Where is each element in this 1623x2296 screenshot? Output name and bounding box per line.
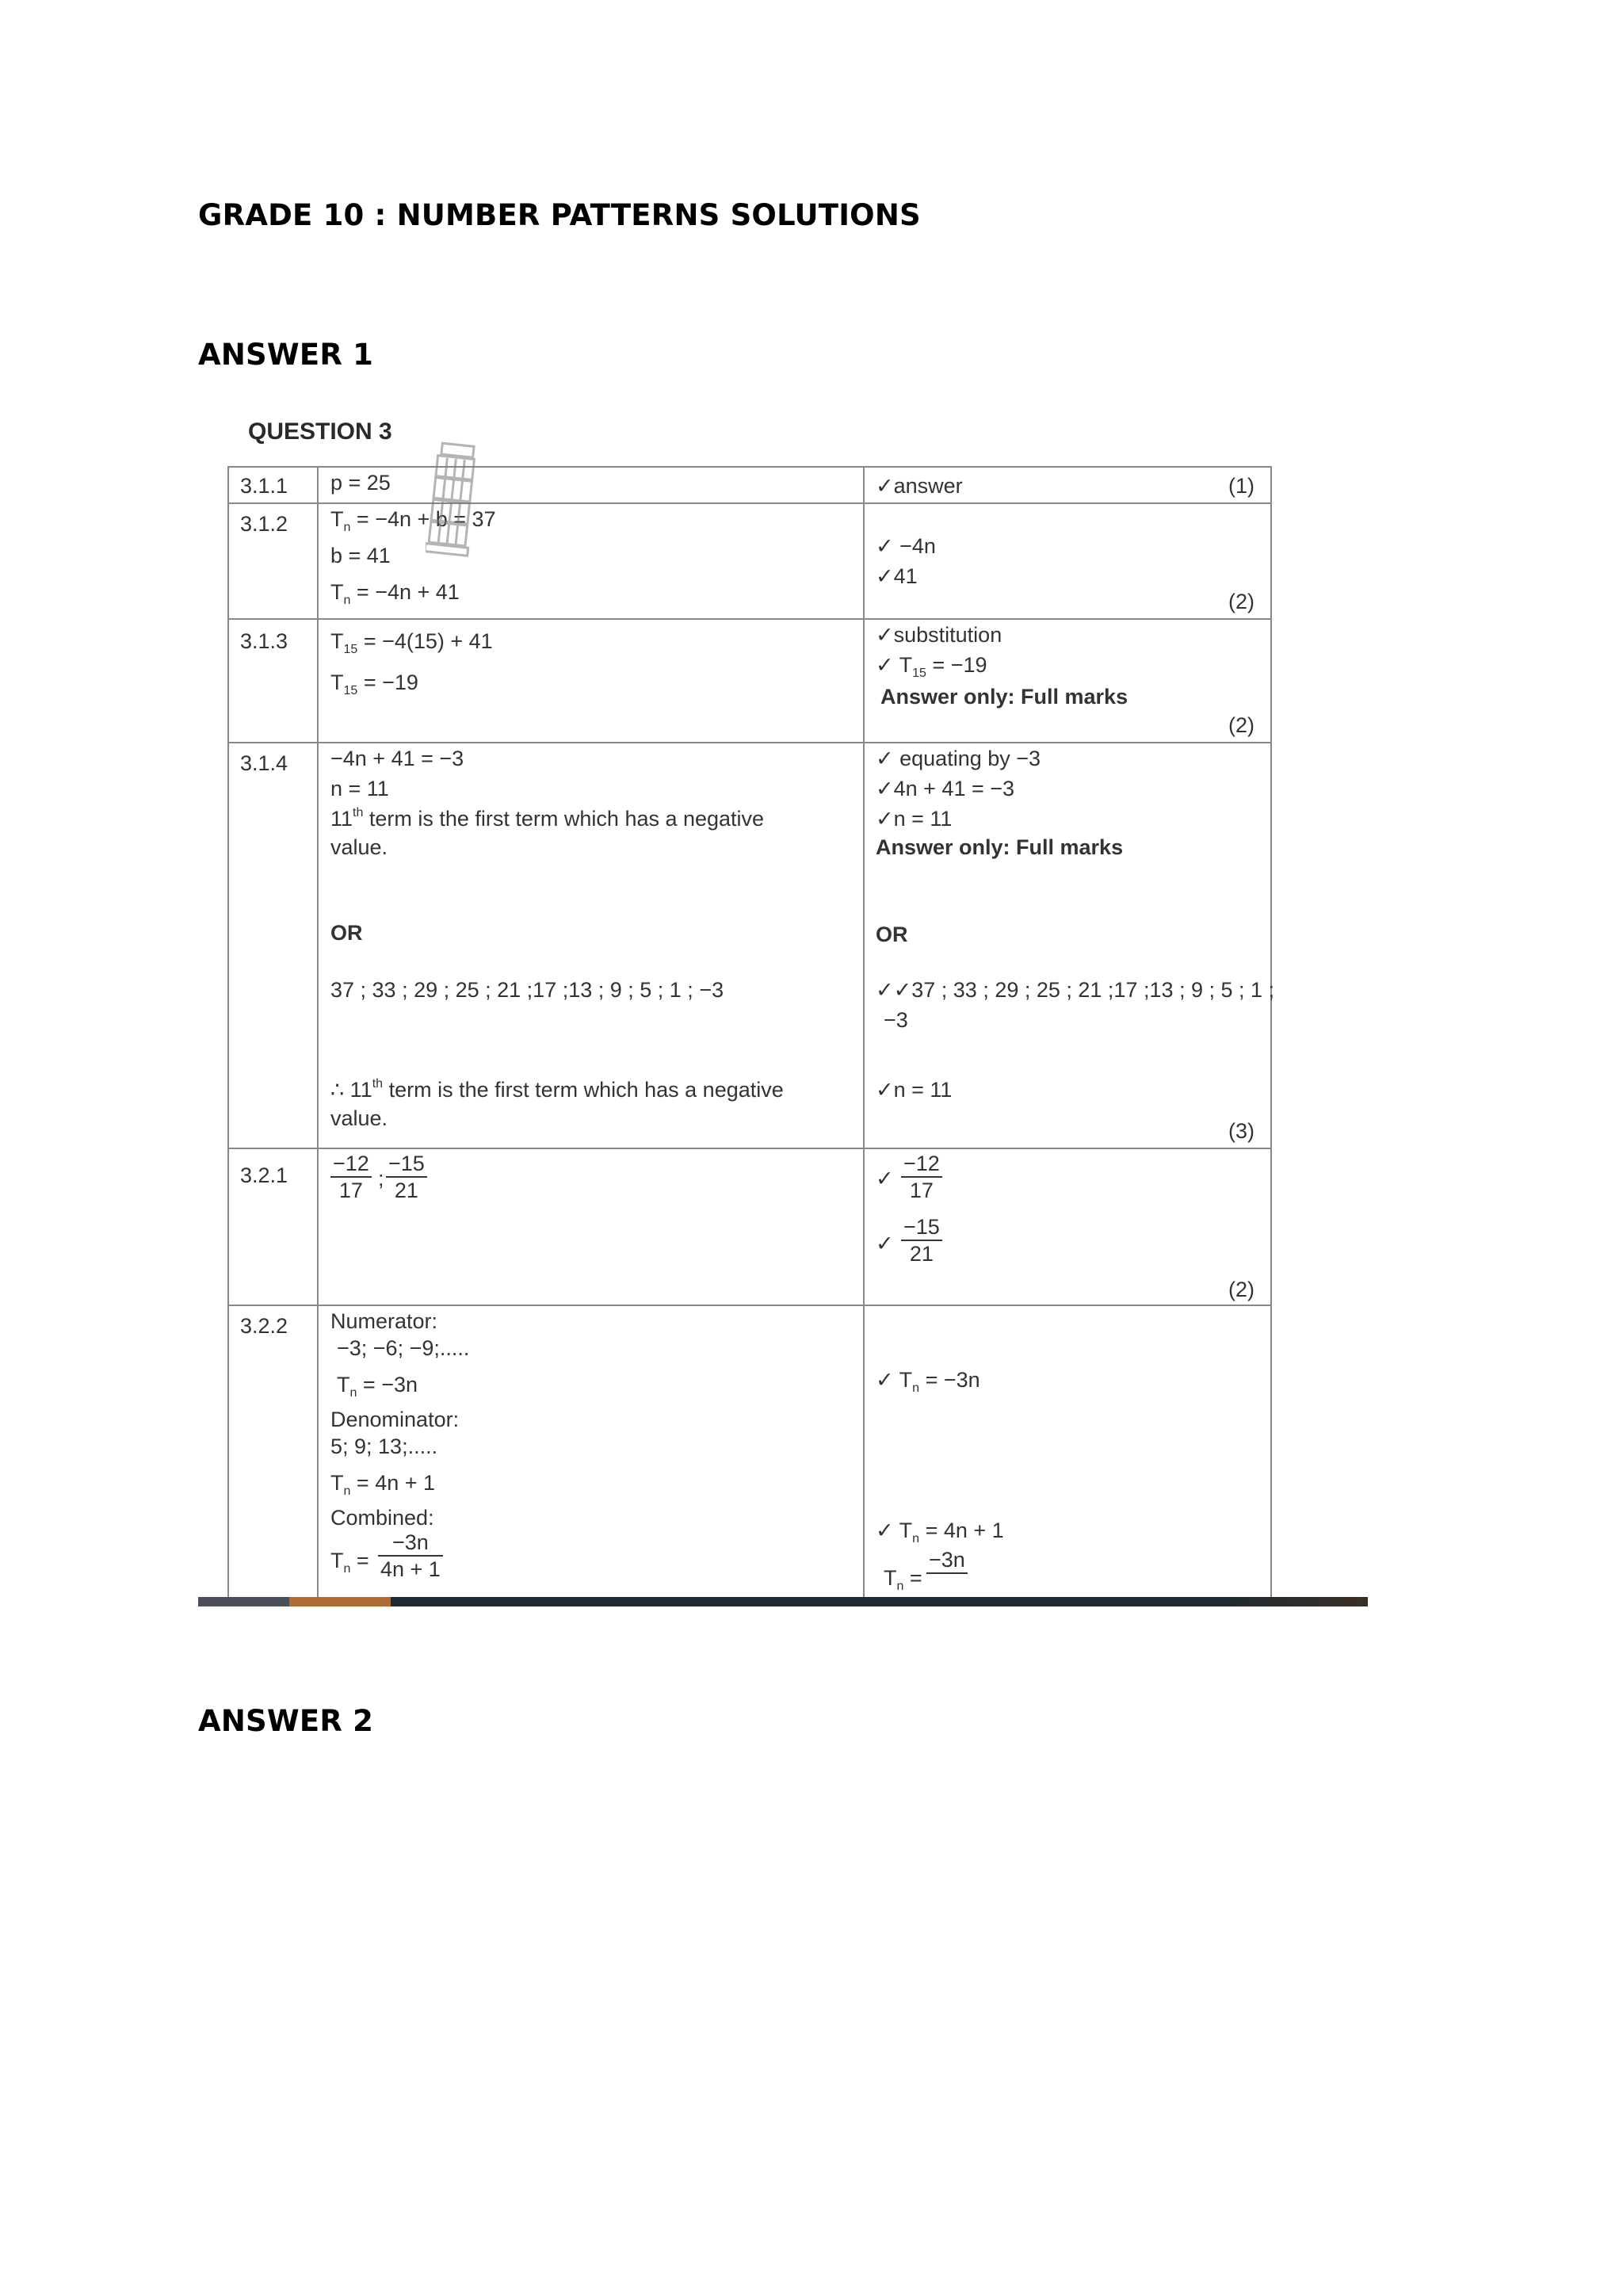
fraction: −3n (926, 1547, 968, 1574)
solution-line: $T_{15} = -19$ (330, 670, 418, 697)
solution-line: Denominator: (330, 1408, 460, 1431)
sequence-line: 37 ; 33 ; 29 ; 25 ; 21 ;17 ;13 ; 9 ; 5 ; 1 ; −3 (330, 978, 724, 1002)
mark-allocation: (1) (1228, 474, 1254, 498)
memo-line: ✓ $T_n = -3n$ (876, 1368, 980, 1395)
memo-line: ✓n = 11 (876, 807, 953, 831)
memo-line: ✓substitution (876, 623, 1002, 647)
memo-line: $T_n$ = (884, 1566, 922, 1593)
memo-sequence: −3 (884, 1008, 908, 1032)
question-number: 3.1.1 (240, 474, 288, 498)
memo-line: ✓answer (876, 474, 963, 498)
solution-line: value. (330, 835, 388, 859)
memo-line: ✓ equating by −3 (876, 747, 1041, 770)
memo-line: ✓41 (876, 564, 918, 588)
solution-line: −3; −6; −9;..... (337, 1336, 470, 1360)
mark-allocation: (2) (1228, 590, 1254, 613)
solution-line: Numerator: (330, 1309, 438, 1333)
memo-question-heading: QUESTION 3 (248, 418, 392, 445)
solution-line: Combined: (330, 1506, 434, 1530)
fraction: $\frac{-15}{21}$ (901, 1214, 942, 1267)
table-row-3-2-1 (229, 1149, 1270, 1306)
memo-line: ✓4n + 41 = −3 (876, 777, 1015, 800)
solution-line: −4n + 41 = −3 (330, 747, 464, 770)
memo-line: ✓n = 11 (876, 1078, 953, 1102)
solution-line: $T_n = -3n$ (337, 1373, 418, 1400)
solution-line: $T_{15} = -4(15) + 41$ (330, 629, 493, 656)
answer-2-heading: ANSWER 2 (198, 1704, 374, 1738)
or-label: OR (876, 923, 908, 946)
mark-allocation: (2) (1228, 1278, 1254, 1301)
memo-screenshot (198, 408, 1368, 1605)
leaning-tower-icon (426, 440, 481, 559)
or-label: OR (330, 921, 363, 945)
memo-line: ✓ $T_{15} = -19$ (876, 653, 987, 680)
solution-line: $T_n$ = (330, 1549, 369, 1576)
solution-line: $T_n = -4n + 41$ (330, 580, 460, 607)
solution-line: $T_n = -4n + b = 37$ (330, 507, 496, 534)
memo-line: ✓ $T_n = 4n + 1$ (876, 1519, 1004, 1545)
fraction: $\frac{-3n}{4n + 1}$ (378, 1530, 443, 1583)
table-row-3-1-2 (229, 504, 1270, 620)
memo-sequence: ✓✓37 ; 33 ; 29 ; 25 ; 21 ;17 ;13 ; 9 ; 5 ; 1 ; (876, 978, 1275, 1002)
memo-table (227, 466, 1275, 1605)
solution-line: ∴ 11th term is the first term which has a negative (330, 1077, 784, 1102)
table-row-3-1-3 (229, 620, 1270, 743)
question-number: 3.2.1 (240, 1163, 288, 1187)
answer-1-heading: ANSWER 1 (198, 338, 374, 372)
solution-line: $T_n = 4n + 1$ (330, 1471, 436, 1498)
question-number: 3.1.4 (240, 751, 288, 775)
fraction: $\frac{-12}{17}$ (330, 1151, 372, 1204)
check-mark: ✓ (876, 1167, 894, 1190)
table-row-3-1-4 (229, 743, 1275, 1149)
solution-line: b = 41 (330, 544, 391, 567)
question-number: 3.2.2 (240, 1314, 288, 1338)
mark-allocation: (2) (1228, 713, 1254, 737)
memo-note: Answer only: Full marks (880, 685, 1128, 709)
separator: ; (378, 1167, 384, 1190)
image-bottom-bar (198, 1597, 1368, 1606)
mark-allocation: (3) (1228, 1119, 1254, 1143)
solution-line: p = 25 (330, 471, 391, 495)
question-number: 3.1.2 (240, 512, 288, 536)
solution-line: 11th term is the first term which has a negative (330, 806, 765, 831)
solution-line: n = 11 (330, 777, 389, 800)
question-number: 3.1.3 (240, 629, 288, 653)
fraction: $\frac{-15}{21}$ (386, 1151, 427, 1204)
document-title: GRADE 10 : NUMBER PATTERNS SOLUTIONS (198, 198, 921, 232)
memo-note: Answer only: Full marks (876, 835, 1124, 859)
solution-line: 5; 9; 13;..... (330, 1435, 438, 1458)
solution-line: value. (330, 1106, 388, 1130)
check-mark: ✓ (876, 1232, 894, 1255)
fraction: $\frac{-12}{17}$ (901, 1151, 942, 1204)
memo-line: ✓ −4n (876, 534, 936, 558)
table-row-3-2-2 (229, 1306, 1270, 1605)
table-row-3-1-1 (229, 468, 1270, 504)
